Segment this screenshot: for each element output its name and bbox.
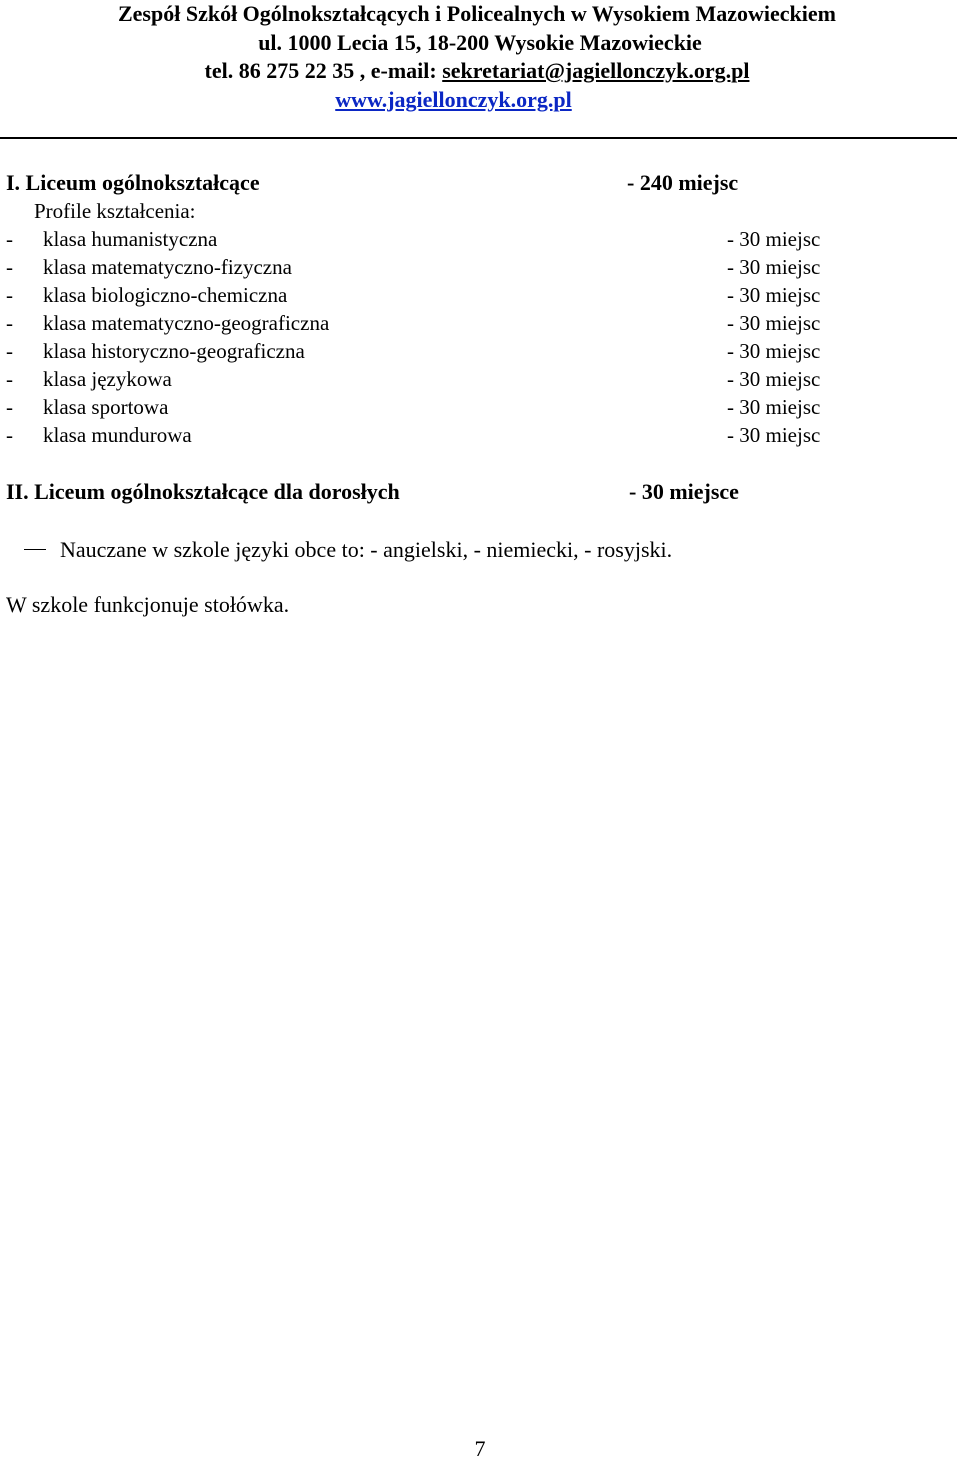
profile-count: - 30 miejsc bbox=[727, 255, 821, 279]
list-dash: - bbox=[6, 339, 13, 363]
list-dash: - bbox=[6, 311, 13, 335]
profile-name: klasa humanistyczna bbox=[43, 227, 218, 251]
dash-bullet-icon bbox=[24, 549, 46, 550]
section1-capacity: - 240 miejsc bbox=[627, 170, 739, 195]
contact-prefix: tel. 86 275 22 35 , e-mail: bbox=[204, 58, 443, 83]
profile-name: klasa matematyczno-geograficzna bbox=[43, 311, 330, 335]
profile-row bbox=[0, 366, 960, 394]
profile-name: klasa historyczno-geograficzna bbox=[43, 339, 305, 363]
profile-row bbox=[0, 394, 960, 422]
profile-row bbox=[0, 226, 960, 254]
profile-row bbox=[0, 254, 960, 282]
profile-row bbox=[0, 422, 960, 450]
list-dash: - bbox=[6, 283, 13, 307]
contact-line bbox=[0, 57, 960, 86]
email-link[interactable]: sekretariat@jagiellonczyk.org.pl bbox=[442, 58, 750, 83]
list-dash: - bbox=[6, 255, 13, 279]
profile-row bbox=[0, 310, 960, 338]
section2-capacity: - 30 miejsce bbox=[629, 479, 739, 504]
profile-count: - 30 miejsc bbox=[727, 339, 821, 363]
list-dash: - bbox=[6, 227, 13, 251]
profile-name: klasa sportowa bbox=[43, 395, 169, 419]
profile-count: - 30 miejsc bbox=[727, 423, 821, 447]
profile-count: - 30 miejsc bbox=[727, 395, 821, 419]
profile-name: klasa biologiczno-chemiczna bbox=[43, 283, 288, 307]
page-number: 7 bbox=[474, 1436, 486, 1461]
languages-text: Nauczane w szkole języki obce to: - angielski, - niemiecki, - rosyjski. bbox=[60, 537, 673, 562]
profile-row bbox=[0, 282, 960, 310]
canteen-note: W szkole funkcjonuje stołówka. bbox=[6, 592, 290, 617]
profile-count: - 30 miejsc bbox=[727, 367, 821, 391]
website-link[interactable]: www.jagiellonczyk.org.pl bbox=[335, 86, 572, 112]
list-dash: - bbox=[6, 395, 13, 419]
letterhead bbox=[0, 0, 960, 114]
section2-title: II. Liceum ogólnokształcące dla dorosłych bbox=[6, 479, 400, 504]
list-dash: - bbox=[6, 367, 13, 391]
profile-name: klasa językowa bbox=[43, 367, 172, 391]
header-divider bbox=[0, 137, 957, 139]
languages-note bbox=[24, 537, 672, 563]
profile-name: klasa matematyczno-fizyczna bbox=[43, 255, 292, 279]
school-address: ul. 1000 Lecia 15, 18-200 Wysokie Mazowieckie bbox=[258, 29, 702, 55]
profile-count: - 30 miejsc bbox=[727, 227, 821, 251]
profile-count: - 30 miejsc bbox=[727, 283, 821, 307]
profile-name: klasa mundurowa bbox=[43, 423, 192, 447]
profile-row bbox=[0, 338, 960, 366]
school-name: Zespół Szkół Ogólnokształcących i Policealnych w Wysokiem Mazowieckiem bbox=[117, 1, 836, 26]
profiles-label: Profile kształcenia: bbox=[34, 199, 196, 223]
section1-title: I. Liceum ogólnokształcące bbox=[6, 170, 260, 195]
list-dash: - bbox=[6, 423, 13, 447]
website-line bbox=[0, 86, 960, 115]
profile-count: - 30 miejsc bbox=[727, 311, 821, 335]
